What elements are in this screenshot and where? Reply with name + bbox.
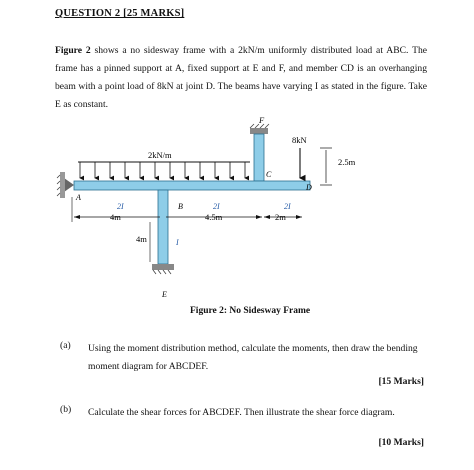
support-F-label: F bbox=[259, 115, 265, 125]
fixed-support-E bbox=[152, 264, 174, 270]
part-b-label: (b) bbox=[60, 404, 72, 415]
I-label-AB: 2I bbox=[117, 202, 124, 211]
part-a-text: Using the moment distribution method, calculate the moments, then draw the bending moment diagram for ABCDEF. bbox=[88, 343, 418, 372]
length-CD-label: 2m bbox=[275, 212, 286, 222]
part-a-label: (a) bbox=[60, 340, 71, 351]
length-BC-label: 4.5m bbox=[205, 212, 223, 222]
figure-reference: Figure 2 bbox=[55, 45, 91, 56]
part-a-marks: [15 Marks] bbox=[378, 376, 424, 387]
part-b-text: Calculate the shear forces for ABCDEF. Then illustrate the shear force diagram. bbox=[88, 407, 395, 418]
I-label-BC: 2I bbox=[213, 202, 220, 211]
udl-arrows bbox=[80, 162, 245, 178]
height-dimension-label: 2.5m bbox=[338, 157, 356, 167]
intro-text: shows a no sidesway frame with a 2kN/m uniformly distributed load at ABC. The frame has a pinned support at A, fixed support at E and F, and member CD is an overhanging beam with a point load of 8kN at joint D. The beams have varying I as stated in the figure. Take E as constant. bbox=[55, 45, 428, 110]
question-heading: QUESTION 2 [25 MARKS] bbox=[55, 8, 185, 19]
member-BE bbox=[158, 190, 168, 264]
figure-caption: Figure 2: No Sidesway Frame bbox=[190, 306, 311, 316]
beam-ABCD bbox=[74, 181, 310, 190]
length-BE-label: 4m bbox=[136, 234, 147, 244]
pin-support-A bbox=[64, 178, 74, 192]
joint-B-label: B bbox=[178, 202, 183, 211]
fixed-support-F bbox=[250, 128, 268, 134]
member-FC bbox=[254, 134, 264, 181]
point-load-label: 8kN bbox=[292, 135, 307, 145]
I-label-CD: 2I bbox=[284, 202, 291, 211]
part-b-marks: [10 Marks] bbox=[378, 437, 424, 448]
I-label-BE: I bbox=[176, 238, 179, 247]
joint-D-label: D bbox=[306, 183, 312, 192]
joint-C-label: C bbox=[266, 170, 272, 179]
length-AB-label: 4m bbox=[110, 212, 121, 222]
udl-label: 2kN/m bbox=[148, 150, 172, 160]
joint-A-label: A bbox=[76, 193, 81, 202]
support-E-label: E bbox=[162, 290, 167, 299]
